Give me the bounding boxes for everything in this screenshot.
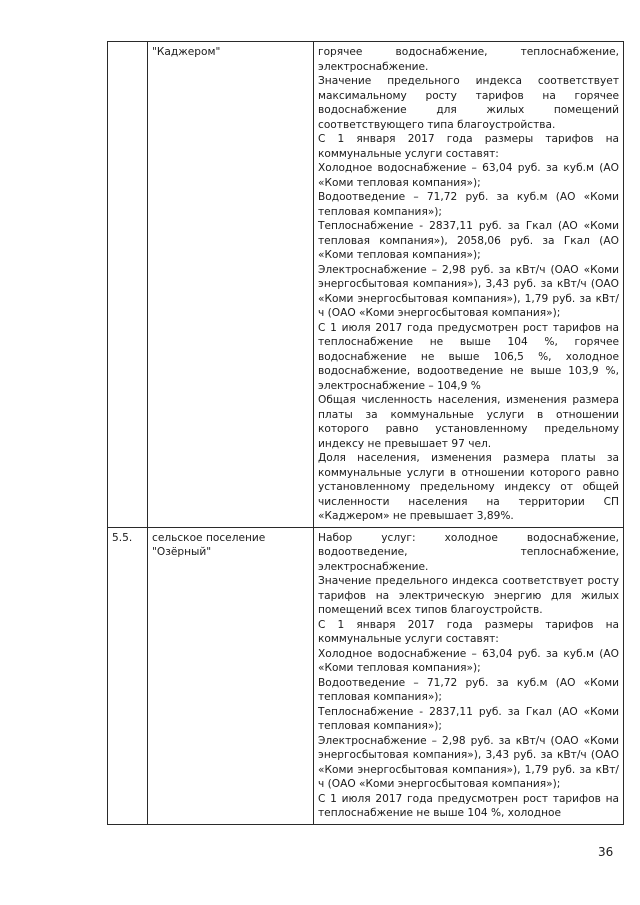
row-number-cell: 5.5. bbox=[108, 527, 148, 824]
description-paragraph: Водоотведение – 71,72 руб. за куб.м (АО «Коми тепловая компания»); bbox=[318, 191, 619, 218]
table-row bbox=[108, 42, 624, 528]
description-paragraph: Электроснабжение – 2,98 руб. за кВт/ч (ОАО «Коми энергосбытовая компания»), 3,43 руб. за кВт/ч (ОАО «Коми энергосбытовая компания»), 1,79 руб. за кВт/ч (ОАО «Коми энергосбытовая компания»); bbox=[318, 734, 619, 790]
tariff-table bbox=[107, 41, 624, 825]
description-paragraph: С 1 июля 2017 года предусмотрен рост тарифов на теплоснабжение не выше 104 %, горячее водоснабжение не выше 106,5 %, холодное водоснабжение, водоотведение не выше 103,9 %, электроснабжение – 104,9 % bbox=[318, 321, 619, 392]
tariff-description-cell bbox=[314, 42, 624, 528]
description-paragraph: С 1 июля 2017 года предусмотрен рост тарифов на теплоснабжение не выше 104 %, холодное bbox=[318, 792, 619, 819]
description-paragraph: С 1 января 2017 года размеры тарифов на коммунальные услуги составят: bbox=[318, 618, 619, 645]
table-row bbox=[108, 527, 624, 824]
description-paragraph: С 1 января 2017 года размеры тарифов на коммунальные услуги составят: bbox=[318, 133, 619, 160]
settlement-name-cell: сельское поселение "Озёрный" bbox=[148, 527, 314, 824]
table-body bbox=[108, 42, 624, 825]
description-paragraph: Холодное водоснабжение – 63,04 руб. за куб.м (АО «Коми тепловая компания»); bbox=[318, 162, 619, 189]
tariff-description-cell bbox=[314, 527, 624, 824]
page-number: 36 bbox=[598, 845, 614, 859]
settlement-name-cell: "Каджером" bbox=[148, 42, 314, 528]
description-paragraph: Теплоснабжение - 2837,11 руб. за Гкал (АО «Коми тепловая компания»); bbox=[318, 705, 619, 732]
description-paragraph: Теплоснабжение - 2837,11 руб. за Гкал (АО «Коми тепловая компания»), 2058,06 руб. за Гкал (АО «Коми тепловая компания»); bbox=[318, 220, 619, 261]
description-paragraph: Значение предельного индекса соответствует максимальному росту тарифов на горячее водоснабжение для жилых помещений соответствующего типа благоустройства. bbox=[318, 75, 619, 131]
description-paragraph: Набор услуг: холодное водоснабжение, водоотведение, теплоснабжение, электроснабжение. bbox=[318, 531, 619, 573]
description-paragraph: Холодное водоснабжение – 63,04 руб. за куб.м (АО «Коми тепловая компания»); bbox=[318, 647, 619, 674]
description-paragraph: горячее водоснабжение, теплоснабжение, электроснабжение. bbox=[318, 46, 619, 73]
description-paragraph: Водоотведение – 71,72 руб. за куб.м (АО «Коми тепловая компания»); bbox=[318, 676, 619, 703]
description-paragraph: Общая численность населения, изменения размера платы за коммунальные услуги в отношении которого равно установленному предельному индексу не превышает 97 чел. bbox=[318, 394, 619, 450]
description-paragraph: Значение предельного индекса соответствует росту тарифов на электрическую энергию для жилых помещений всех типов благоустройств. bbox=[318, 575, 619, 616]
description-paragraph: Доля населения, изменения размера платы за коммунальные услуги в отношении которого равно установленному предельному индексу от общей численности населения на территории СП «Каджером» не превышает 3,89%. bbox=[318, 452, 619, 522]
description-paragraph: Электроснабжение – 2,98 руб. за кВт/ч (ОАО «Коми энергосбытовая компания»), 3,43 руб. за кВт/ч (ОАО «Коми энергосбытовая компания»), 1,79 руб. за кВт/ч (ОАО «Коми энергосбытовая компания»); bbox=[318, 263, 619, 319]
row-number-cell bbox=[108, 42, 148, 528]
